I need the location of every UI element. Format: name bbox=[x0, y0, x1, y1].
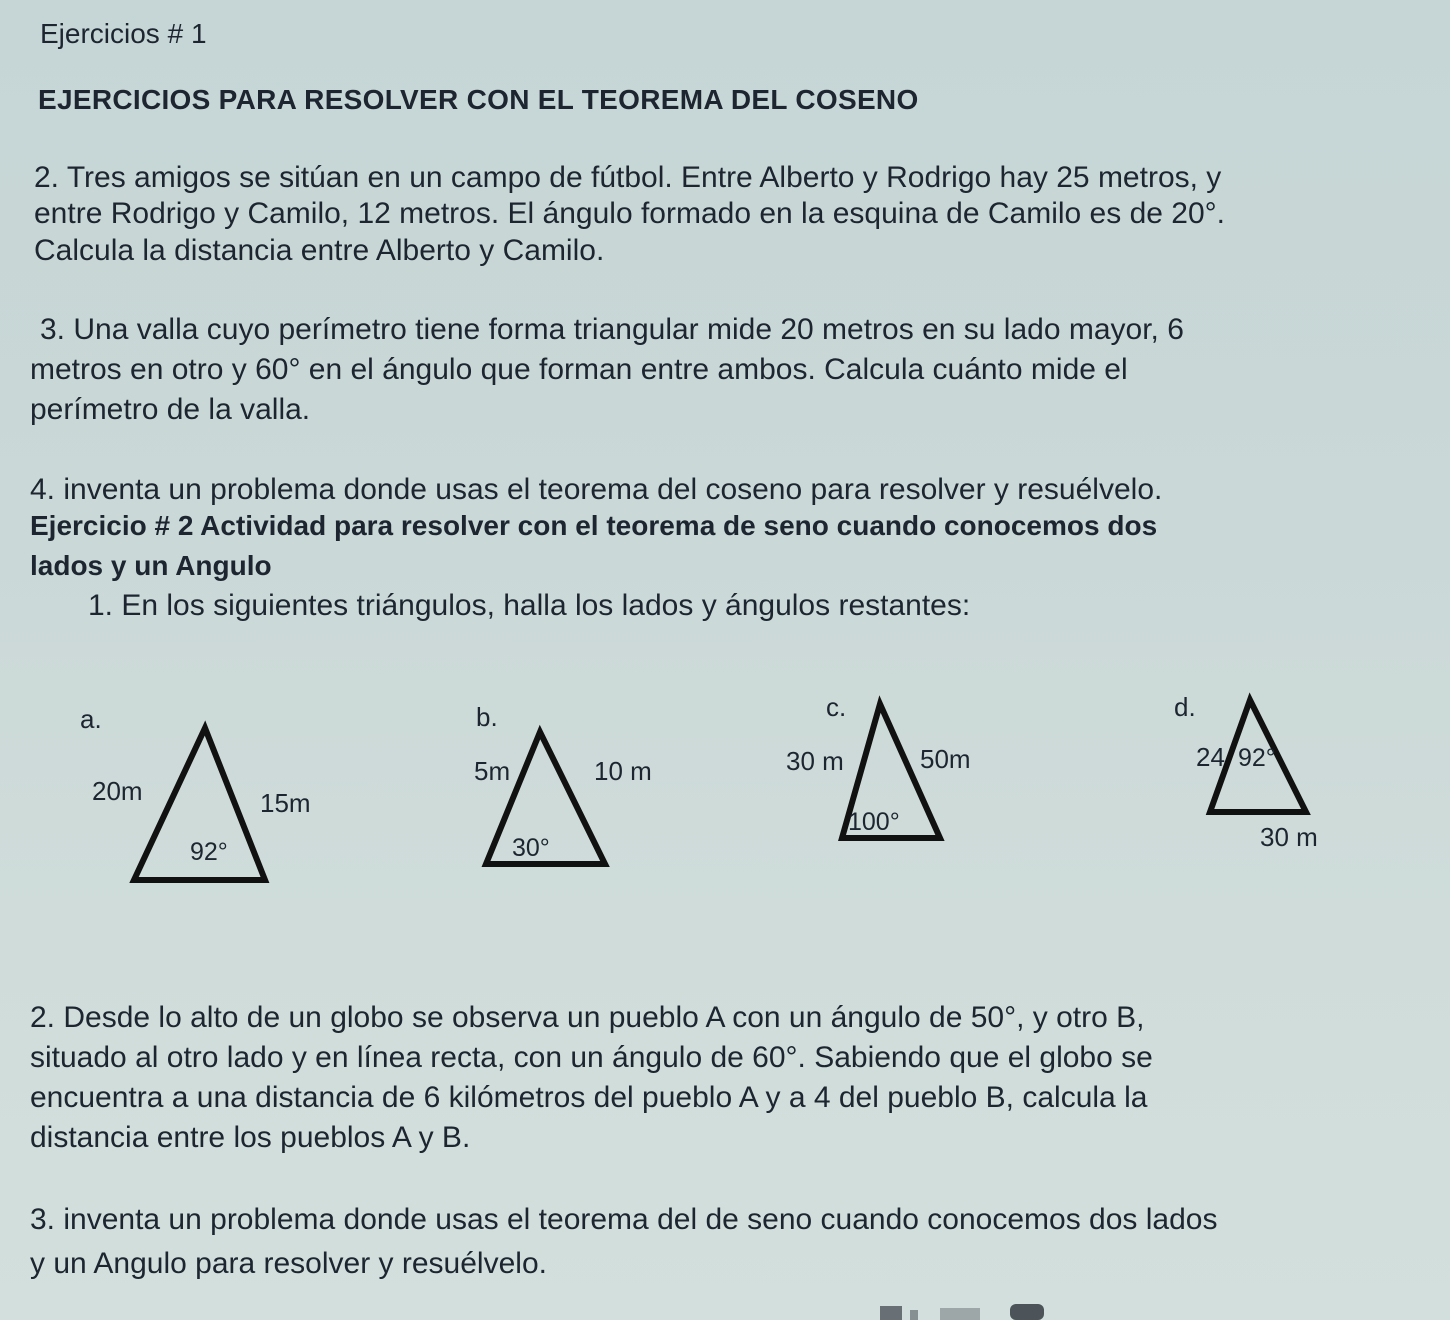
triangle-c-letter: c. bbox=[826, 692, 847, 722]
page-title: Ejercicios # 1 bbox=[40, 18, 207, 49]
problem-2-line-2: entre Rodrigo y Camilo, 12 metros. El ángulo formado en la esquina de Camilo es de 20°. bbox=[34, 197, 1225, 230]
s2-problem-2-line-2: situado al otro lado y en línea recta, con un ángulo de 60°. Sabiendo que el globo se bbox=[30, 1041, 1153, 1074]
triangle-c-angle: 100° bbox=[848, 808, 900, 836]
problem-2-line-1: 2. Tres amigos se sitúan en un campo de fútbol. Entre Alberto y Rodrigo hay 25 metros, y bbox=[34, 161, 1222, 194]
s2-problem-2-line-1: 2. Desde lo alto de un globo se observa un pueblo A con un ángulo de 50°, y otro B, bbox=[30, 1001, 1145, 1034]
triangle-d-left-side: 24 bbox=[1196, 742, 1225, 772]
triangle-d-letter: d. bbox=[1174, 692, 1196, 722]
s2-problem-2-line-3: encuentra a una distancia de 6 kilómetros del pueblo A y a 4 del pueblo B, calcula la bbox=[30, 1081, 1148, 1114]
problem-4: 4. inventa un problema donde usas el teorema del coseno para resolver y resuélvelo. bbox=[30, 473, 1163, 506]
section-2-heading-line-1: Ejercicio # 2 Actividad para resolver con el teorema de seno cuando conocemos dos bbox=[30, 510, 1158, 541]
triangle-c-figure bbox=[780, 690, 1000, 855]
triangle-d-angle: 92° bbox=[1238, 744, 1276, 772]
problem-3-line-1: 3. Una valla cuyo perímetro tiene forma triangular mide 20 metros en su lado mayor, 6 bbox=[40, 313, 1184, 346]
section-2-heading-line-2: lados y un Angulo bbox=[30, 550, 272, 581]
problem-3-line-2: metros en otro y 60° en el ángulo que forman entre ambos. Calcula cuánto mide el bbox=[30, 353, 1128, 386]
triangle-a-figure bbox=[70, 690, 330, 900]
triangle-d-bottom-side: 30 m bbox=[1260, 822, 1318, 852]
triangle-b-angle: 30° bbox=[512, 834, 550, 862]
triangle-a-letter: a. bbox=[80, 704, 102, 734]
triangle-b-shape bbox=[468, 700, 688, 885]
triangle-d-shape bbox=[1168, 686, 1348, 861]
triangle-a-left-side: 20m bbox=[92, 776, 143, 806]
s2-problem-3-line-1: 3. inventa un problema donde usas el teorema del de seno cuando conocemos dos lados bbox=[30, 1203, 1218, 1236]
triangle-b-figure bbox=[468, 700, 688, 885]
s2-problem-3-line-2: y un Angulo para resolver y resuélvelo. bbox=[30, 1247, 547, 1280]
triangle-a-angle: 92° bbox=[190, 838, 228, 866]
exercise-1-instruction: 1. En los siguientes triángulos, halla los lados y ángulos restantes: bbox=[88, 589, 971, 622]
problem-3-line-3: perímetro de la valla. bbox=[30, 393, 311, 426]
triangle-c-left-side: 30 m bbox=[786, 746, 844, 776]
section-1-heading: EJERCICIOS PARA RESOLVER CON EL TEOREMA DEL COSENO bbox=[38, 84, 919, 115]
triangle-a-right-side: 15m bbox=[260, 788, 311, 818]
triangle-d-figure bbox=[1168, 686, 1348, 861]
triangle-b-left-side: 5m bbox=[474, 756, 511, 786]
bottom-edge-marks bbox=[880, 1298, 1050, 1320]
triangle-c-right-side: 50m bbox=[920, 744, 971, 774]
triangle-b-right-side: 10 m bbox=[594, 756, 652, 786]
s2-problem-2-line-4: distancia entre los pueblos A y B. bbox=[30, 1121, 471, 1154]
triangle-b-letter: b. bbox=[476, 702, 498, 732]
problem-2-line-3: Calcula la distancia entre Alberto y Camilo. bbox=[34, 234, 605, 267]
